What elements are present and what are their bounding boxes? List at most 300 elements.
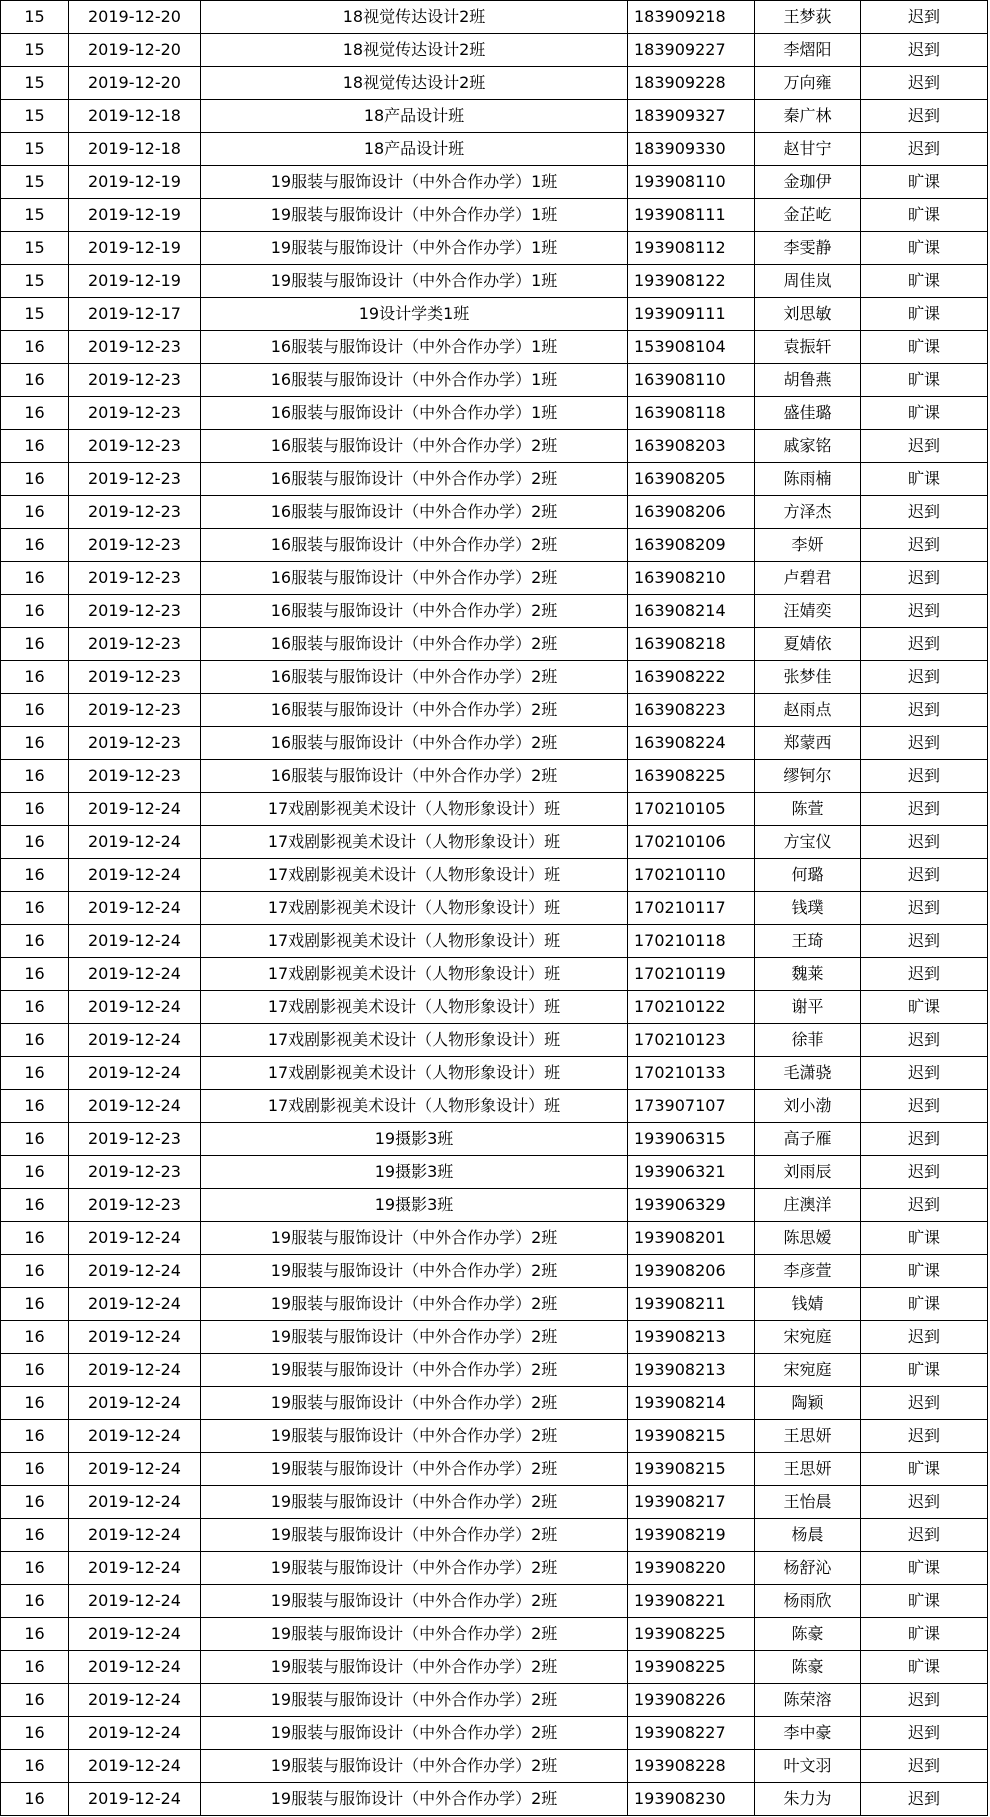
table-row <box>1 166 988 199</box>
student-name-cell: 赵雨点 <box>755 694 861 727</box>
date-cell: 2019-12-24 <box>69 1651 201 1684</box>
student-id-cell: 193906321 <box>628 1156 755 1189</box>
date-cell: 2019-12-24 <box>69 1486 201 1519</box>
class-cell: 17戏剧影视美术设计（人物形象设计）班 <box>201 892 628 925</box>
class-cell: 17戏剧影视美术设计（人物形象设计）班 <box>201 859 628 892</box>
student-name-cell: 陶颖 <box>755 1387 861 1420</box>
date-cell: 2019-12-24 <box>69 859 201 892</box>
table-row <box>1 595 988 628</box>
student-id-cell: 163908203 <box>628 430 755 463</box>
attendance-status-cell: 旷课 <box>861 1288 988 1321</box>
table-row <box>1 1519 988 1552</box>
date-cell: 2019-12-23 <box>69 397 201 430</box>
table-row <box>1 892 988 925</box>
student-name-cell: 李雯静 <box>755 232 861 265</box>
attendance-status-cell: 迟到 <box>861 1024 988 1057</box>
table-row <box>1 463 988 496</box>
class-cell: 19服装与服饰设计（中外合作办学）1班 <box>201 232 628 265</box>
class-cell: 19服装与服饰设计（中外合作办学）2班 <box>201 1651 628 1684</box>
student-id-cell: 193908217 <box>628 1486 755 1519</box>
class-cell: 19服装与服饰设计（中外合作办学）1班 <box>201 166 628 199</box>
student-id-cell: 193908206 <box>628 1255 755 1288</box>
student-name-cell: 卢碧君 <box>755 562 861 595</box>
date-cell: 2019-12-24 <box>69 1024 201 1057</box>
student-name-cell: 戚家铭 <box>755 430 861 463</box>
attendance-status-cell: 迟到 <box>861 925 988 958</box>
student-id-cell: 183909330 <box>628 133 755 166</box>
class-cell: 16服装与服饰设计（中外合作办学）1班 <box>201 331 628 364</box>
date-cell: 2019-12-24 <box>69 1618 201 1651</box>
student-id-cell: 193908213 <box>628 1354 755 1387</box>
attendance-status-cell: 迟到 <box>861 1 988 34</box>
date-cell: 2019-12-19 <box>69 232 201 265</box>
table-row <box>1 430 988 463</box>
week-cell: 16 <box>1 1222 69 1255</box>
week-cell: 16 <box>1 331 69 364</box>
attendance-status-cell: 迟到 <box>861 133 988 166</box>
date-cell: 2019-12-23 <box>69 760 201 793</box>
student-id-cell: 170210123 <box>628 1024 755 1057</box>
table-row <box>1 958 988 991</box>
student-id-cell: 193908122 <box>628 265 755 298</box>
date-cell: 2019-12-24 <box>69 925 201 958</box>
table-row <box>1 100 988 133</box>
table-row <box>1 562 988 595</box>
week-cell: 16 <box>1 859 69 892</box>
week-cell: 16 <box>1 925 69 958</box>
student-name-cell: 钱璞 <box>755 892 861 925</box>
student-name-cell: 王琦 <box>755 925 861 958</box>
table-row <box>1 1486 988 1519</box>
student-name-cell: 陈豪 <box>755 1651 861 1684</box>
table-row <box>1 1453 988 1486</box>
class-cell: 18视觉传达设计2班 <box>201 67 628 100</box>
class-cell: 19摄影3班 <box>201 1156 628 1189</box>
week-cell: 16 <box>1 727 69 760</box>
attendance-status-cell: 旷课 <box>861 397 988 430</box>
class-cell: 17戏剧影视美术设计（人物形象设计）班 <box>201 793 628 826</box>
date-cell: 2019-12-24 <box>69 1057 201 1090</box>
date-cell: 2019-12-24 <box>69 1750 201 1783</box>
table-row <box>1 1288 988 1321</box>
attendance-status-cell: 迟到 <box>861 1783 988 1816</box>
class-cell: 16服装与服饰设计（中外合作办学）1班 <box>201 397 628 430</box>
attendance-status-cell: 旷课 <box>861 463 988 496</box>
class-cell: 19服装与服饰设计（中外合作办学）2班 <box>201 1453 628 1486</box>
class-cell: 16服装与服饰设计（中外合作办学）2班 <box>201 562 628 595</box>
student-name-cell: 毛潇骁 <box>755 1057 861 1090</box>
student-name-cell: 庄澳洋 <box>755 1189 861 1222</box>
date-cell: 2019-12-24 <box>69 1519 201 1552</box>
date-cell: 2019-12-23 <box>69 628 201 661</box>
attendance-status-cell: 迟到 <box>861 1684 988 1717</box>
attendance-status-cell: 迟到 <box>861 1519 988 1552</box>
week-cell: 15 <box>1 133 69 166</box>
week-cell: 16 <box>1 1321 69 1354</box>
table-row <box>1 1717 988 1750</box>
student-name-cell: 盛佳璐 <box>755 397 861 430</box>
class-cell: 16服装与服饰设计（中外合作办学）2班 <box>201 661 628 694</box>
date-cell: 2019-12-24 <box>69 1090 201 1123</box>
date-cell: 2019-12-24 <box>69 892 201 925</box>
table-row <box>1 1255 988 1288</box>
class-cell: 18产品设计班 <box>201 100 628 133</box>
date-cell: 2019-12-23 <box>69 694 201 727</box>
table-row <box>1 1123 988 1156</box>
table-row <box>1 1 988 34</box>
week-cell: 16 <box>1 760 69 793</box>
student-id-cell: 163908118 <box>628 397 755 430</box>
class-cell: 16服装与服饰设计（中外合作办学）2班 <box>201 529 628 562</box>
student-name-cell: 金芷屹 <box>755 199 861 232</box>
date-cell: 2019-12-23 <box>69 364 201 397</box>
date-cell: 2019-12-24 <box>69 826 201 859</box>
table-row <box>1 265 988 298</box>
student-name-cell: 杨晨 <box>755 1519 861 1552</box>
date-cell: 2019-12-24 <box>69 1585 201 1618</box>
student-name-cell: 杨雨欣 <box>755 1585 861 1618</box>
attendance-status-cell: 迟到 <box>861 760 988 793</box>
student-id-cell: 183909227 <box>628 34 755 67</box>
date-cell: 2019-12-23 <box>69 463 201 496</box>
student-id-cell: 163908222 <box>628 661 755 694</box>
class-cell: 16服装与服饰设计（中外合作办学）2班 <box>201 760 628 793</box>
student-id-cell: 170210110 <box>628 859 755 892</box>
student-name-cell: 魏莱 <box>755 958 861 991</box>
attendance-status-cell: 迟到 <box>861 100 988 133</box>
student-name-cell: 张梦佳 <box>755 661 861 694</box>
student-name-cell: 陈思嫒 <box>755 1222 861 1255</box>
student-name-cell: 陈豪 <box>755 1618 861 1651</box>
table-row <box>1 199 988 232</box>
table-row <box>1 1387 988 1420</box>
table-row <box>1 1189 988 1222</box>
date-cell: 2019-12-23 <box>69 562 201 595</box>
class-cell: 17戏剧影视美术设计（人物形象设计）班 <box>201 1090 628 1123</box>
student-id-cell: 193908225 <box>628 1618 755 1651</box>
date-cell: 2019-12-24 <box>69 1321 201 1354</box>
attendance-status-cell: 旷课 <box>861 232 988 265</box>
date-cell: 2019-12-17 <box>69 298 201 331</box>
class-cell: 18视觉传达设计2班 <box>201 34 628 67</box>
attendance-status-cell: 迟到 <box>861 34 988 67</box>
student-id-cell: 193908214 <box>628 1387 755 1420</box>
date-cell: 2019-12-24 <box>69 1387 201 1420</box>
attendance-status-cell: 迟到 <box>861 529 988 562</box>
student-id-cell: 173907107 <box>628 1090 755 1123</box>
class-cell: 16服装与服饰设计（中外合作办学）2班 <box>201 496 628 529</box>
week-cell: 16 <box>1 1090 69 1123</box>
class-cell: 19服装与服饰设计（中外合作办学）2班 <box>201 1321 628 1354</box>
date-cell: 2019-12-20 <box>69 34 201 67</box>
class-cell: 19服装与服饰设计（中外合作办学）2班 <box>201 1519 628 1552</box>
class-cell: 16服装与服饰设计（中外合作办学）2班 <box>201 595 628 628</box>
week-cell: 15 <box>1 166 69 199</box>
date-cell: 2019-12-23 <box>69 529 201 562</box>
student-id-cell: 193909111 <box>628 298 755 331</box>
class-cell: 19服装与服饰设计（中外合作办学）2班 <box>201 1354 628 1387</box>
student-id-cell: 163908209 <box>628 529 755 562</box>
attendance-status-cell: 迟到 <box>861 595 988 628</box>
date-cell: 2019-12-20 <box>69 67 201 100</box>
class-cell: 19服装与服饰设计（中外合作办学）2班 <box>201 1618 628 1651</box>
student-id-cell: 193908219 <box>628 1519 755 1552</box>
class-cell: 19服装与服饰设计（中外合作办学）2班 <box>201 1288 628 1321</box>
date-cell: 2019-12-24 <box>69 1717 201 1750</box>
student-name-cell: 王梦荻 <box>755 1 861 34</box>
attendance-status-cell: 迟到 <box>861 1420 988 1453</box>
date-cell: 2019-12-18 <box>69 133 201 166</box>
student-name-cell: 王思妍 <box>755 1420 861 1453</box>
student-name-cell: 宋宛庭 <box>755 1354 861 1387</box>
week-cell: 16 <box>1 661 69 694</box>
student-name-cell: 朱力为 <box>755 1783 861 1816</box>
table-row <box>1 793 988 826</box>
table-row <box>1 1783 988 1816</box>
student-id-cell: 163908110 <box>628 364 755 397</box>
student-name-cell: 钱婧 <box>755 1288 861 1321</box>
student-name-cell: 袁振轩 <box>755 331 861 364</box>
student-id-cell: 193908201 <box>628 1222 755 1255</box>
date-cell: 2019-12-23 <box>69 430 201 463</box>
week-cell: 15 <box>1 199 69 232</box>
attendance-status-cell: 旷课 <box>861 1453 988 1486</box>
student-id-cell: 193908213 <box>628 1321 755 1354</box>
student-id-cell: 163908210 <box>628 562 755 595</box>
student-name-cell: 陈萱 <box>755 793 861 826</box>
week-cell: 15 <box>1 232 69 265</box>
class-cell: 16服装与服饰设计（中外合作办学）2班 <box>201 628 628 661</box>
table-row <box>1 1057 988 1090</box>
table-row <box>1 397 988 430</box>
class-cell: 19服装与服饰设计（中外合作办学）2班 <box>201 1222 628 1255</box>
student-id-cell: 163908206 <box>628 496 755 529</box>
student-id-cell: 183909228 <box>628 67 755 100</box>
student-name-cell: 方泽杰 <box>755 496 861 529</box>
attendance-status-cell: 迟到 <box>861 958 988 991</box>
student-id-cell: 193908230 <box>628 1783 755 1816</box>
class-cell: 19设计学类1班 <box>201 298 628 331</box>
class-cell: 17戏剧影视美术设计（人物形象设计）班 <box>201 1057 628 1090</box>
student-name-cell: 何璐 <box>755 859 861 892</box>
week-cell: 16 <box>1 628 69 661</box>
attendance-status-cell: 旷课 <box>861 166 988 199</box>
table-row <box>1 1684 988 1717</box>
student-id-cell: 193908220 <box>628 1552 755 1585</box>
date-cell: 2019-12-24 <box>69 1288 201 1321</box>
week-cell: 15 <box>1 298 69 331</box>
student-name-cell: 叶文羽 <box>755 1750 861 1783</box>
week-cell: 16 <box>1 364 69 397</box>
date-cell: 2019-12-24 <box>69 1255 201 1288</box>
class-cell: 19服装与服饰设计（中外合作办学）1班 <box>201 265 628 298</box>
week-cell: 16 <box>1 1354 69 1387</box>
week-cell: 15 <box>1 67 69 100</box>
student-id-cell: 193908211 <box>628 1288 755 1321</box>
date-cell: 2019-12-23 <box>69 595 201 628</box>
date-cell: 2019-12-19 <box>69 265 201 298</box>
class-cell: 19服装与服饰设计（中外合作办学）2班 <box>201 1552 628 1585</box>
date-cell: 2019-12-24 <box>69 793 201 826</box>
class-cell: 17戏剧影视美术设计（人物形象设计）班 <box>201 991 628 1024</box>
attendance-status-cell: 迟到 <box>861 1057 988 1090</box>
week-cell: 16 <box>1 1057 69 1090</box>
week-cell: 16 <box>1 1783 69 1816</box>
week-cell: 16 <box>1 1486 69 1519</box>
student-name-cell: 周佳岚 <box>755 265 861 298</box>
student-name-cell: 李中豪 <box>755 1717 861 1750</box>
date-cell: 2019-12-24 <box>69 1552 201 1585</box>
student-name-cell: 万向雍 <box>755 67 861 100</box>
table-row <box>1 859 988 892</box>
student-id-cell: 193908227 <box>628 1717 755 1750</box>
attendance-status-cell: 迟到 <box>861 1750 988 1783</box>
date-cell: 2019-12-23 <box>69 1156 201 1189</box>
student-id-cell: 170210119 <box>628 958 755 991</box>
date-cell: 2019-12-20 <box>69 1 201 34</box>
week-cell: 16 <box>1 1519 69 1552</box>
attendance-status-cell: 旷课 <box>861 298 988 331</box>
table-row <box>1 496 988 529</box>
class-cell: 16服装与服饰设计（中外合作办学）2班 <box>201 463 628 496</box>
week-cell: 16 <box>1 991 69 1024</box>
table-row <box>1 1024 988 1057</box>
class-cell: 18产品设计班 <box>201 133 628 166</box>
attendance-status-cell: 旷课 <box>861 1585 988 1618</box>
student-id-cell: 193908215 <box>628 1420 755 1453</box>
student-id-cell: 170210133 <box>628 1057 755 1090</box>
week-cell: 15 <box>1 1 69 34</box>
class-cell: 19服装与服饰设计（中外合作办学）2班 <box>201 1717 628 1750</box>
attendance-status-cell: 迟到 <box>861 496 988 529</box>
student-name-cell: 刘雨辰 <box>755 1156 861 1189</box>
week-cell: 16 <box>1 1750 69 1783</box>
student-name-cell: 夏婧依 <box>755 628 861 661</box>
table-row <box>1 1618 988 1651</box>
student-name-cell: 方宝仪 <box>755 826 861 859</box>
week-cell: 16 <box>1 1552 69 1585</box>
week-cell: 15 <box>1 34 69 67</box>
student-id-cell: 163908223 <box>628 694 755 727</box>
table-row <box>1 1222 988 1255</box>
student-name-cell: 谢平 <box>755 991 861 1024</box>
class-cell: 17戏剧影视美术设计（人物形象设计）班 <box>201 826 628 859</box>
class-cell: 19服装与服饰设计（中外合作办学）2班 <box>201 1387 628 1420</box>
date-cell: 2019-12-24 <box>69 1453 201 1486</box>
class-cell: 17戏剧影视美术设计（人物形象设计）班 <box>201 925 628 958</box>
week-cell: 16 <box>1 1189 69 1222</box>
attendance-status-cell: 迟到 <box>861 661 988 694</box>
attendance-status-cell: 迟到 <box>861 628 988 661</box>
attendance-status-cell: 旷课 <box>861 331 988 364</box>
table-row <box>1 1354 988 1387</box>
week-cell: 16 <box>1 463 69 496</box>
date-cell: 2019-12-23 <box>69 496 201 529</box>
student-name-cell: 宋宛庭 <box>755 1321 861 1354</box>
table-row <box>1 1156 988 1189</box>
attendance-status-cell: 迟到 <box>861 67 988 100</box>
week-cell: 16 <box>1 1123 69 1156</box>
attendance-status-cell: 旷课 <box>861 1651 988 1684</box>
week-cell: 16 <box>1 430 69 463</box>
student-name-cell: 赵甘宁 <box>755 133 861 166</box>
student-id-cell: 170210106 <box>628 826 755 859</box>
attendance-status-cell: 迟到 <box>861 727 988 760</box>
attendance-status-cell: 旷课 <box>861 364 988 397</box>
student-id-cell: 170210122 <box>628 991 755 1024</box>
student-name-cell: 刘思敏 <box>755 298 861 331</box>
date-cell: 2019-12-19 <box>69 166 201 199</box>
table-row <box>1 661 988 694</box>
week-cell: 16 <box>1 1618 69 1651</box>
student-name-cell: 李彦萱 <box>755 1255 861 1288</box>
student-id-cell: 163908214 <box>628 595 755 628</box>
class-cell: 19服装与服饰设计（中外合作办学）2班 <box>201 1684 628 1717</box>
table-row <box>1 298 988 331</box>
attendance-status-cell: 旷课 <box>861 1255 988 1288</box>
student-id-cell: 193908215 <box>628 1453 755 1486</box>
class-cell: 19服装与服饰设计（中外合作办学）2班 <box>201 1585 628 1618</box>
week-cell: 16 <box>1 1585 69 1618</box>
week-cell: 16 <box>1 826 69 859</box>
attendance-status-cell: 旷课 <box>861 1354 988 1387</box>
week-cell: 16 <box>1 1288 69 1321</box>
student-name-cell: 高子雁 <box>755 1123 861 1156</box>
student-id-cell: 193908228 <box>628 1750 755 1783</box>
table-row <box>1 529 988 562</box>
class-cell: 16服装与服饰设计（中外合作办学）2班 <box>201 694 628 727</box>
class-cell: 19服装与服饰设计（中外合作办学）2班 <box>201 1255 628 1288</box>
table-row <box>1 67 988 100</box>
student-id-cell: 163908218 <box>628 628 755 661</box>
table-row <box>1 694 988 727</box>
student-name-cell: 缪钶尔 <box>755 760 861 793</box>
attendance-status-cell: 迟到 <box>861 1090 988 1123</box>
week-cell: 16 <box>1 562 69 595</box>
date-cell: 2019-12-24 <box>69 1354 201 1387</box>
student-name-cell: 陈雨楠 <box>755 463 861 496</box>
attendance-status-cell: 迟到 <box>861 562 988 595</box>
date-cell: 2019-12-18 <box>69 100 201 133</box>
table-row <box>1 628 988 661</box>
student-name-cell: 刘小渤 <box>755 1090 861 1123</box>
table-row <box>1 991 988 1024</box>
student-name-cell: 王怡晨 <box>755 1486 861 1519</box>
attendance-table-body <box>1 1 988 1816</box>
attendance-status-cell: 迟到 <box>861 1486 988 1519</box>
student-id-cell: 153908104 <box>628 331 755 364</box>
date-cell: 2019-12-24 <box>69 1222 201 1255</box>
attendance-status-cell: 迟到 <box>861 826 988 859</box>
student-name-cell: 李妍 <box>755 529 861 562</box>
student-name-cell: 汪婧奕 <box>755 595 861 628</box>
class-cell: 17戏剧影视美术设计（人物形象设计）班 <box>201 958 628 991</box>
student-id-cell: 193906315 <box>628 1123 755 1156</box>
student-id-cell: 163908225 <box>628 760 755 793</box>
week-cell: 16 <box>1 694 69 727</box>
student-id-cell: 193908221 <box>628 1585 755 1618</box>
week-cell: 16 <box>1 1387 69 1420</box>
week-cell: 16 <box>1 1024 69 1057</box>
student-id-cell: 193906329 <box>628 1189 755 1222</box>
class-cell: 16服装与服饰设计（中外合作办学）2班 <box>201 430 628 463</box>
table-row <box>1 925 988 958</box>
table-row <box>1 364 988 397</box>
class-cell: 19服装与服饰设计（中外合作办学）2班 <box>201 1750 628 1783</box>
student-id-cell: 193908225 <box>628 1651 755 1684</box>
table-row <box>1 1750 988 1783</box>
class-cell: 19摄影3班 <box>201 1189 628 1222</box>
